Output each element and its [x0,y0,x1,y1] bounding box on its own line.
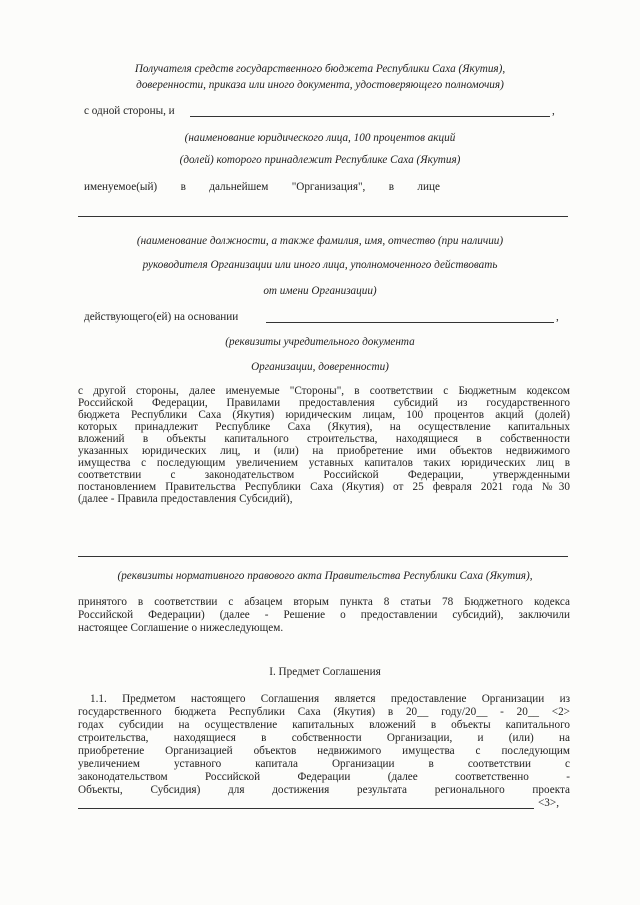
one-side-comma: , [552,105,555,117]
para3-line2: государственного бюджета Республики Саха (Якутия) в 20__ году/20__ - 20__ <2> [78,706,570,718]
para1-line9: постановлением Правительства Республики Саха (Якутия) от 25 февраля 2021 года №30 [78,481,570,493]
recipient-note-line1: Получателя средств государственного бюджета Республики Саха (Якутия), [134,63,506,75]
named-word-2: в [180,181,186,193]
named-word-5: в [388,181,395,193]
requisites-note-line2: Организации, доверенности) [251,361,389,373]
requisites-note-line1: (реквизиты учредительного документа [225,336,415,348]
para1-line2: Российской Федерации, Правилами предоставления субсидий из государственного [78,397,570,409]
named-word-4: "Организация", [291,181,366,193]
named-word-3: дальнейшем [209,181,269,193]
para1-line1: с другой стороны, далее именуемые "Стороны", в соответствии с Бюджетным кодексом [78,385,570,397]
basis-blank [266,322,554,323]
named-word-1: именуемое(ый) [84,181,158,193]
para2-line3: настоящее Соглашение о нижеследующем. [78,622,284,634]
position-note-line1: (наименование должности, а также фамилия, имя, отчество (при наличии) [136,235,504,247]
para1-line10: (далее - Правила предоставления Субсидий), [78,493,293,505]
para1-line8: соответствии с законодательством Российской Федерации, утвержденными [78,469,570,481]
org-note-line2: (долей) которого принадлежит Республике Саха (Якутия) [179,154,461,166]
position-note-line2: руководителя Организации или иного лица, уполномоченного действовать [142,259,498,271]
para3-line6: увеличением уставного капитала Организации в соответствии с [78,758,570,770]
section-title: I. Предмет Соглашения [269,666,381,678]
acting-comma: , [556,311,559,323]
recipient-note-line2: доверенности, приказа или иного документа, удостоверяющего полномочия) [136,79,504,91]
org-note-line1: (наименование юридического лица, 100 процентов акций [184,132,456,144]
named-word-6: лице [417,181,440,193]
para2-line1: принятого в соответствии с абзацем вторым пункта 8 статьи 78 Бюджетного кодекса [78,596,570,608]
para1-line4: которых принадлежит Республике Саха (Якутия), на осуществление капитальных [78,421,570,433]
party-name-blank [190,116,550,117]
named-row [84,180,440,194]
para1-line5: вложений в объекты капитального строительства, находящиеся в собственности [78,433,570,445]
para1-line7: имущества с последующим увеличением уставных капиталов таких юридических лиц в [78,457,570,469]
para3-line7: законодательством Российской Федерации (далее соответственно - [78,771,570,783]
para1-line3: бюджета Республики Саха (Якутия) юридическим лицам, 100 процентов акций (долей) [78,409,570,421]
position-note-line3: от имени Организации) [263,285,377,297]
para3-line3: годах субсидии на осуществление капитальных вложений в объекты капитального [78,719,570,731]
para3-line1: 1.1. Предметом настоящего Соглашения является предоставление Организации из [90,693,570,705]
npa-blank [78,556,568,557]
representative-blank [78,216,568,217]
para2-line2: Российской Федерации) (далее - Решение о предоставлении субсидий), заключили [78,609,570,621]
one-side-label: с одной стороны, и [84,105,175,117]
para3-line4: строительства, находящиеся в собственности Организации, и (или) на [78,732,570,744]
para3-line8: Объекты, Субсидия) для достижения результата регионального проекта [78,784,570,796]
para3-line5: приобретение Организацией объектов недвижимого имущества с последующим [78,745,570,757]
acting-label: действующего(ей) на основании [84,311,239,323]
para1-line6: указанных юридических лиц, и (или) на приобретение ими объектов недвижимого [78,445,570,457]
npa-note: (реквизиты нормативного правового акта Правительства Республики Саха (Якутия), [117,570,533,582]
para3-footnote-ref: <3>, [538,797,560,809]
project-blank [78,808,534,809]
